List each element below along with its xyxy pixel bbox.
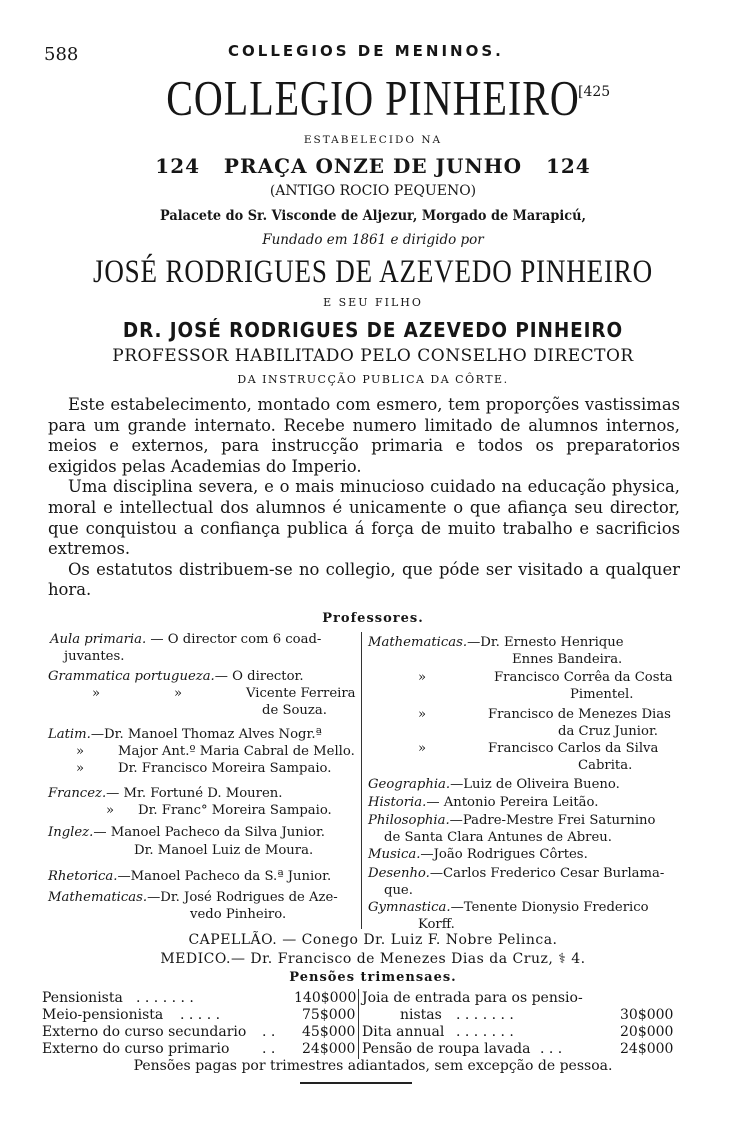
qualification-line-2: DA INSTRUCÇÃO PUBLICA DA CÔRTE. xyxy=(237,373,509,386)
list-item: de Souza. xyxy=(262,703,327,718)
list-item: Dr. Francisco Moreira Sampaio. xyxy=(118,761,332,776)
list-item: Ennes Bandeira. xyxy=(512,652,623,667)
ditto-mark: » xyxy=(76,761,85,776)
fee-dots: . . . . . . . xyxy=(456,1024,514,1040)
list-item: Musica.—João Rodrigues Côrtes. xyxy=(368,847,588,862)
address-number-right: 124 xyxy=(545,154,591,178)
chaplain-line: CAPELLÃO. — Conego Dr. Luiz F. Nobre Pelinca. xyxy=(188,932,558,948)
fee-amount: 30$000 xyxy=(620,1007,674,1023)
list-item: Francisco de Menezes Dias xyxy=(488,707,671,722)
fee-label: Joia de entrada para os pensio- xyxy=(362,990,583,1006)
description-body xyxy=(48,395,680,601)
list-item: Grammatica portugueza.— O director. xyxy=(48,669,304,684)
qualification-line-1: PROFESSOR HABILITADO PELO CONSELHO DIRECTOR xyxy=(112,346,634,366)
fee-amount: 140$000 xyxy=(294,990,357,1006)
fee-label: nistas xyxy=(400,1007,442,1023)
building-line: Palacete do Sr. Visconde de Aljezur, Morgado de Marapicú, xyxy=(160,208,586,224)
ditto-mark: » xyxy=(174,686,183,701)
page-number: 588 xyxy=(44,44,79,65)
established-label: ESTABELECIDO NA xyxy=(303,134,443,146)
footer-note: Pensões pagas por trimestres adiantados, sem excepção de pessoa. xyxy=(133,1058,613,1074)
fee-dots: . . xyxy=(262,1024,276,1040)
fee-amount: 24$000 xyxy=(302,1041,356,1057)
list-item: Desenho.—Carlos Frederico Cesar Burlama- xyxy=(368,866,665,881)
list-item: juvantes. xyxy=(64,649,125,664)
fee-dots: . . . . . . . xyxy=(136,990,194,1006)
list-item: Dr. Manoel Luiz de Moura. xyxy=(134,843,314,858)
ditto-mark: » xyxy=(418,670,427,685)
fee-label: Pensão de roupa lavada xyxy=(362,1041,531,1057)
son-name: DR. JOSÉ RODRIGUES DE AZEVEDO PINHEIRO xyxy=(122,318,624,342)
list-item: Dr. Franc° Moreira Sampaio. xyxy=(138,803,332,818)
title-entry-number: [425 xyxy=(578,84,611,100)
founded-line: Fundado em 1861 e dirigido por xyxy=(262,232,484,248)
fee-label: Dita annual xyxy=(362,1024,445,1040)
list-item: da Cruz Junior. xyxy=(558,724,658,739)
ditto-mark: » xyxy=(418,741,427,756)
fee-dots: . . . . . xyxy=(180,1007,221,1023)
list-item: Pimentel. xyxy=(570,687,634,702)
fee-label: Externo do curso primario xyxy=(42,1041,230,1057)
list-item: vedo Pinheiro. xyxy=(190,907,287,922)
list-item: Francisco Corrêa da Costa xyxy=(494,670,673,685)
list-item: Gymnastica.—Tenente Dionysio Frederico xyxy=(368,900,649,915)
address-number-left: 124 xyxy=(155,154,201,178)
list-item: Francisco Carlos da Silva xyxy=(488,741,659,756)
fee-label: Meio-pensionista xyxy=(42,1007,164,1023)
ditto-mark: » xyxy=(106,803,115,818)
list-item: Francez.— Mr. Fortuné D. Mouren. xyxy=(48,786,283,801)
list-item: Vicente Ferreira xyxy=(246,686,356,701)
fee-amount: 24$000 xyxy=(620,1041,674,1057)
fee-amount: 20$000 xyxy=(620,1024,674,1040)
list-item: Latim.—Dr. Manoel Thomaz Alves Nogr.ª xyxy=(48,727,322,742)
fees-heading: Pensões trimensaes. xyxy=(289,970,457,985)
address-line xyxy=(0,154,746,178)
list-item: Major Ant.º Maria Cabral de Mello. xyxy=(118,744,355,759)
fee-dots: . . xyxy=(262,1041,276,1057)
fee-amount: 75$000 xyxy=(302,1007,356,1023)
list-item: que. xyxy=(384,883,413,898)
professors-heading: Professores. xyxy=(322,611,424,626)
paragraph-3: Os estatutos distribuem-se no collegio, que póde ser visitado a qualquer hora. xyxy=(48,559,680,600)
college-title: COLLEGIO PINHEIRO xyxy=(166,69,580,126)
professors-columns xyxy=(46,630,686,930)
ditto-mark: » xyxy=(92,686,101,701)
paragraph-1: Este estabelecimento, montado com esmero, tem proporções vastissimas para um grande internato. Recebe numero limitado de alumnos internos, meios e externos, para instrucção primaria e todos os preparatorios exigidos pelas Academias do Imperio. xyxy=(48,395,680,476)
list-item: Philosophia.—Padre-Mestre Frei Saturnino xyxy=(368,813,656,828)
ditto-mark: » xyxy=(76,744,85,759)
list-item: Aula primaria. — O director com 6 coad- xyxy=(50,632,322,647)
fee-label: Externo do curso secundario xyxy=(42,1024,247,1040)
list-item: Mathematicas.—Dr. José Rodrigues de Aze- xyxy=(48,890,338,905)
fee-dots: . . . xyxy=(540,1041,563,1057)
paragraph-2: Uma disciplina severa, e o mais minucioso cuidado na educação physica, moral e intellectual dos alumnos é unicamente o que afiança seu director, que conquistou a confiança publica á força de muito trabalho e sacrificios extremos. xyxy=(48,477,680,559)
fee-label: Pensionista xyxy=(42,990,123,1006)
fees-divider xyxy=(358,989,359,1059)
list-item: Inglez.— Manoel Pacheco da Silva Junior. xyxy=(48,825,325,840)
list-item: Mathematicas.—Dr. Ernesto Henrique xyxy=(368,635,624,650)
fee-dots: . . . . . . . xyxy=(456,1007,514,1023)
address-street: PRAÇA ONZE DE JUNHO xyxy=(223,154,523,178)
and-son-label: E SEU FILHO xyxy=(323,296,423,309)
ditto-mark: » xyxy=(418,707,427,722)
list-item: Geographia.—Luiz de Oliveira Bueno. xyxy=(368,777,620,792)
list-item: Cabrita. xyxy=(578,758,633,773)
closing-rule xyxy=(300,1082,412,1084)
list-item: Historia.— Antonio Pereira Leitão. xyxy=(368,795,599,810)
director-name: JOSÉ RODRIGUES DE AZEVEDO PINHEIRO xyxy=(92,254,654,290)
former-name: (ANTIGO ROCIO PEQUENO) xyxy=(269,183,477,199)
list-item: Rhetorica.—Manoel Pacheco da S.ª Junior. xyxy=(48,869,332,884)
list-item: Korff. xyxy=(418,917,455,932)
running-head: COLLEGIOS DE MENINOS. xyxy=(228,42,504,60)
fee-amount: 45$000 xyxy=(302,1024,356,1040)
list-item: de Santa Clara Antunes de Abreu. xyxy=(384,830,612,845)
doctor-line: MEDICO.— Dr. Francisco de Menezes Dias da Cruz, ⚕ 4. xyxy=(160,951,586,967)
